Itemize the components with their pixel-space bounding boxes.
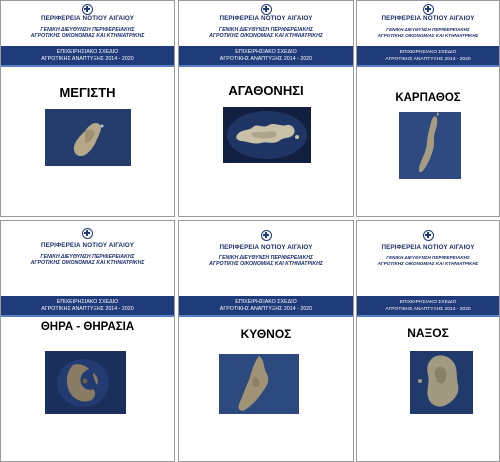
banner-stripe [1, 315, 174, 317]
emblem-icon [261, 230, 272, 241]
island-satellite-image [410, 351, 473, 414]
directorate-line-1: ΓΕΝΙΚΗ ΔΙΕΥΘΥΝΣΗ ΠΕΡΙΦΕΡΕΙΑΚΗΣ [386, 255, 470, 260]
island-title: ΚΑΡΠΑΘΟΣ [395, 92, 461, 104]
emblem-icon [423, 230, 434, 241]
island-title: ΝΑΞΟΣ [407, 326, 449, 340]
emblem-icon [261, 4, 272, 15]
plan-line-2: ΑΓΡΟΤΙΚΗΣ ΑΝΑΠΤΥΞΗΣ 2014 - 2020 [41, 55, 134, 62]
directorate-line-1: ΓΕΝΙΚΗ ΔΙΕΥΘΥΝΣΗ ΠΕΡΙΦΕΡΕΙΑΚΗΣ [386, 27, 470, 32]
directorate-title [1, 254, 174, 267]
directorate-line-2: ΑΓΡΟΤΙΚΗΣ ΟΙΚΟΝΟΜΙΑΣ ΚΑΙ ΚΤΗΝΙΑΤΡΙΚΗΣ [377, 261, 479, 267]
island-title: ΑΓΑΘΟΝΗΣΙ [228, 83, 304, 98]
banner-stripe [179, 65, 353, 67]
cover-page-naxos[interactable] [356, 220, 500, 462]
banner-stripe [357, 315, 499, 317]
banner-stripe [179, 315, 353, 317]
island-satellite-image [45, 351, 126, 414]
plan-line-2: ΑΓΡΟΤΙΚΗΣ ΑΝΑΠΤΥΞΗΣ 2014 - 2020 [219, 305, 313, 312]
plan-line-2: ΑΓΡΟΤΙΚΗΣ ΑΝΑΠΤΥΞΗΣ 2014 - 2020 [385, 56, 471, 62]
island-title: ΜΕΓΙΣΤΗ [59, 85, 116, 100]
plan-banner [1, 296, 174, 315]
cover-page-megisti[interactable] [0, 0, 175, 217]
plan-line-1: ΕΠΙΧΕΙΡΗΣΙΑΚΟ ΣΧΕΔΙΟ [56, 48, 119, 55]
plan-banner [357, 46, 499, 65]
island-satellite-image [45, 109, 131, 166]
directorate-line-2: ΑΓΡΟΤΙΚΗΣ ΟΙΚΟΝΟΜΙΑΣ ΚΑΙ ΚΤΗΝΙΑΤΡΙΚΗΣ [209, 33, 323, 40]
directorate-line-2: ΑΓΡΟΤΙΚΗΣ ΟΙΚΟΝΟΜΙΑΣ ΚΑΙ ΚΤΗΝΙΑΤΡΙΚΗΣ [30, 33, 145, 40]
island-satellite-image [219, 354, 299, 414]
island-satellite-image [399, 112, 461, 179]
region-title: ΠΕΡΙΦΕΡΕΙΑ ΝΟΤΙΟΥ ΑΙΓΑΙΟΥ [381, 244, 475, 251]
plan-line-1: ΕΠΙΧΕΙΡΗΣΙΑΚΟ ΣΧΕΔΙΟ [399, 299, 457, 305]
directorate-line-2: ΑΓΡΟΤΙΚΗΣ ΟΙΚΟΝΟΜΙΑΣ ΚΑΙ ΚΤΗΝΙΑΤΡΙΚΗΣ [209, 261, 323, 268]
directorate-line-2: ΑΓΡΟΤΙΚΗΣ ΟΙΚΟΝΟΜΙΑΣ ΚΑΙ ΚΤΗΝΙΑΤΡΙΚΗΣ [30, 260, 145, 267]
directorate-title [1, 27, 174, 40]
plan-line-1: ΕΠΙΧΕΙΡΗΣΙΑΚΟ ΣΧΕΔΙΟ [56, 298, 119, 305]
plan-line-1: ΕΠΙΧΕΙΡΗΣΙΑΚΟ ΣΧΕΔΙΟ [399, 49, 457, 55]
cover-page-kythnos[interactable] [178, 220, 354, 462]
banner-stripe [1, 65, 174, 67]
island-satellite-image [223, 107, 311, 163]
plan-banner [179, 296, 353, 315]
region-title: ΠΕΡΙΦΕΡΕΙΑ ΝΟΤΙΟΥ ΑΙΓΑΙΟΥ [40, 242, 135, 249]
region-title: ΠΕΡΙΦΕΡΕΙΑ ΝΟΤΙΟΥ ΑΙΓΑΙΟΥ [219, 15, 313, 22]
region-title: ΠΕΡΙΦΕΡΕΙΑ ΝΟΤΙΟΥ ΑΙΓΑΙΟΥ [40, 15, 135, 22]
directorate-line-2: ΑΓΡΟΤΙΚΗΣ ΟΙΚΟΝΟΜΙΑΣ ΚΑΙ ΚΤΗΝΙΑΤΡΙΚΗΣ [377, 33, 479, 39]
plan-line-2: ΑΓΡΟΤΙΚΗΣ ΑΝΑΠΤΥΞΗΣ 2014 - 2020 [385, 306, 471, 312]
directorate-title [357, 27, 499, 40]
plan-banner [179, 46, 353, 65]
plan-line-2: ΑΓΡΟΤΙΚΗΣ ΑΝΑΠΤΥΞΗΣ 2014 - 2020 [41, 305, 134, 312]
plan-line-1: ΕΠΙΧΕΙΡΗΣΙΑΚΟ ΣΧΕΔΙΟ [235, 298, 297, 305]
directorate-line-1: ΓΕΝΙΚΗ ΔΙΕΥΘΥΝΣΗ ΠΕΡΙΦΕΡΕΙΑΚΗΣ [40, 27, 135, 33]
region-title: ΠΕΡΙΦΕΡΕΙΑ ΝΟΤΙΟΥ ΑΙΓΑΙΟΥ [219, 244, 313, 251]
plan-banner [1, 46, 174, 65]
plan-line-2: ΑΓΡΟΤΙΚΗΣ ΑΝΑΠΤΥΞΗΣ 2014 - 2020 [219, 55, 313, 62]
banner-stripe [357, 65, 499, 67]
directorate-line-1: ΓΕΝΙΚΗ ΔΙΕΥΘΥΝΣΗ ΠΕΡΙΦΕΡΕΙΑΚΗΣ [40, 254, 135, 260]
plan-line-1: ΕΠΙΧΕΙΡΗΣΙΑΚΟ ΣΧΕΔΙΟ [235, 48, 297, 55]
emblem-icon [82, 228, 93, 239]
cover-page-agathonisi[interactable] [178, 0, 354, 217]
cover-page-thira-thirasia[interactable] [0, 220, 175, 462]
directorate-title [357, 255, 499, 268]
island-title: ΘΗΡΑ - ΘΗΡΑΣΙΑ [40, 321, 135, 333]
plan-banner [357, 296, 499, 315]
region-title: ΠΕΡΙΦΕΡΕΙΑ ΝΟΤΙΟΥ ΑΙΓΑΙΟΥ [381, 15, 475, 22]
directorate-title [179, 27, 353, 40]
directorate-title [179, 255, 353, 268]
island-title: ΚΥΘΝΟΣ [240, 327, 292, 341]
directorate-line-1: ΓΕΝΙΚΗ ΔΙΕΥΘΥΝΣΗ ΠΕΡΙΦΕΡΕΙΑΚΗΣ [218, 255, 314, 261]
directorate-line-1: ΓΕΝΙΚΗ ΔΙΕΥΘΥΝΣΗ ΠΕΡΙΦΕΡΕΙΑΚΗΣ [218, 27, 314, 33]
emblem-icon [82, 4, 93, 15]
emblem-icon [423, 4, 434, 15]
cover-page-karpathos[interactable] [356, 0, 500, 217]
